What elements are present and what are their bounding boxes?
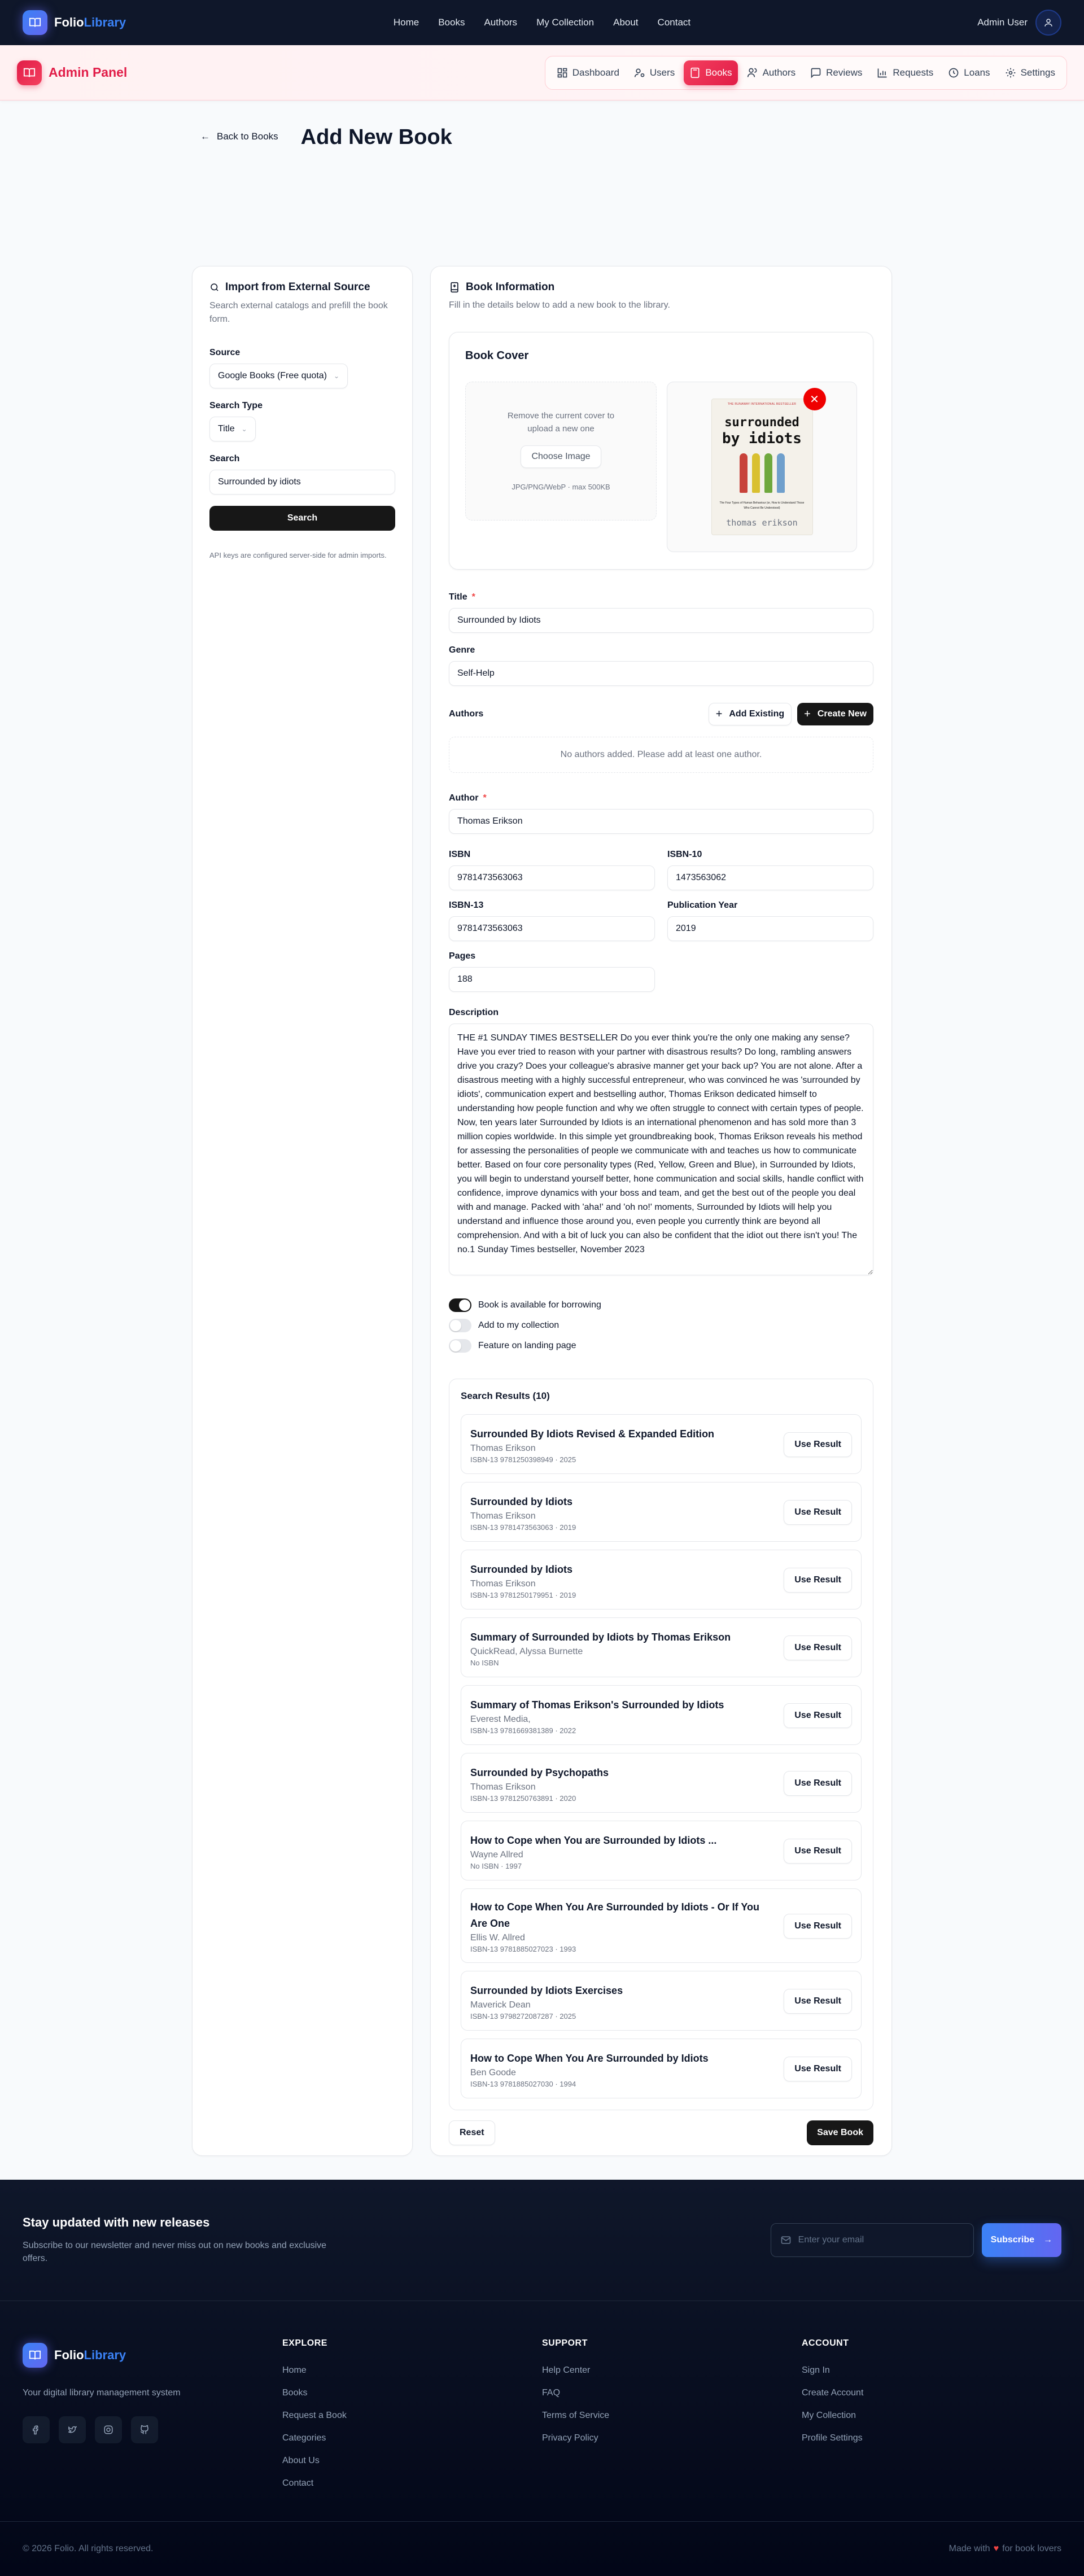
book-info-subtitle: Fill in the details below to add a new book to the library. [449,300,670,310]
title-label: Title * [449,592,475,602]
main-content [192,266,892,2156]
description-textarea[interactable] [449,1024,873,1275]
result-item [461,1414,862,1474]
back-to-books-link[interactable] [200,131,278,142]
footer-link[interactable]: About Us [282,2456,320,2465]
authors-empty-state: No authors added. Please add at least one author. [449,737,873,773]
nav-home[interactable]: Home [393,17,419,28]
chevron-down-icon: ⌄ [241,425,247,433]
remove-cover-button[interactable] [803,388,826,410]
result-meta: ISBN-13 9781250763891 · 2020 [470,1794,576,1803]
result-meta: ISBN-13 9781250179951 · 2019 [470,1590,576,1599]
use-result-button[interactable]: Use Result [784,1914,852,1939]
pages-input[interactable] [449,967,655,992]
tab-label: Books [705,67,732,78]
cover-upload-area[interactable] [465,382,657,521]
user-menu[interactable] [977,10,1061,36]
results-title: Search Results (10) [461,1390,550,1401]
cover-line2: by idiots [722,430,802,447]
result-item [461,1482,862,1542]
result-meta: No ISBN [470,1658,499,1667]
import-panel [192,266,413,2156]
book-form [430,266,892,2156]
result-author: Thomas Erikson [470,1782,536,1792]
back-label: Back to Books [217,131,278,142]
top-navbar [0,0,1084,45]
publication-year-input[interactable] [667,916,873,941]
tab-dashboard[interactable] [551,60,625,85]
result-title: Surrounded By Idiots Revised & Expanded Edition [470,1428,715,1440]
footer-link[interactable]: Request a Book [282,2411,347,2420]
footer-link[interactable]: Home [282,2365,307,2375]
cover-preview [667,382,857,552]
result-meta: ISBN-13 9781885027023 · 1993 [470,1945,576,1953]
search-icon [209,282,220,292]
use-result-button[interactable]: Use Result [784,1568,852,1593]
toggle-label: Feature on landing page [478,1341,576,1350]
use-result-button[interactable]: Use Result [784,1839,852,1864]
footer-tagline: Your digital library management system [23,2388,181,2398]
isbn10-input[interactable] [667,865,873,890]
footer-link[interactable]: Create Account [802,2388,864,2398]
book-icon [17,60,42,85]
book-cover-section [449,332,873,570]
isbn-input[interactable] [449,865,655,890]
tab-label: Users [649,67,675,78]
cover-author: thomas erikson [726,518,798,528]
result-author: Ellis W. Allred [470,1933,525,1943]
footer-link[interactable]: Profile Settings [802,2433,863,2443]
footer-support [542,2335,802,2521]
genre-input[interactable] [449,661,873,686]
author-input[interactable] [449,809,873,834]
toggle-featured[interactable] [449,1336,873,1356]
newsletter [0,2180,1084,2301]
tab-loans[interactable] [942,60,995,85]
result-author: Thomas Erikson [470,1443,536,1453]
tab-label: Dashboard [572,67,619,78]
footer-col-title: ACCOUNT [802,2338,849,2348]
user-name: Admin User [977,17,1028,28]
result-meta: ISBN-13 9781885027030 · 1994 [470,2079,576,2088]
admin-bar [0,45,1084,100]
result-title: Surrounded by Idiots Exercises [470,1984,623,1996]
result-title: How to Cope When You Are Surrounded by Idiots [470,2052,709,2064]
books-icon [689,67,701,78]
page-title: Add New Book [300,125,452,149]
github-icon[interactable] [131,2416,158,2443]
dashboard-icon [557,67,568,78]
brand-logo[interactable] [23,10,126,35]
available-switch[interactable] [449,1298,471,1312]
add-existing-author-button[interactable]: + Add Existing [709,703,792,725]
message-icon [810,67,821,78]
result-item [461,1971,862,2031]
result-item [461,1550,862,1610]
tab-label: Loans [964,67,990,78]
nav-my-collection[interactable]: My Collection [536,17,595,28]
isbn-label: ISBN [449,850,471,859]
nav-books[interactable]: Books [438,17,465,28]
result-meta: ISBN-13 9798272087287 · 2025 [470,2011,576,2020]
admin-panel-logo [17,60,127,85]
use-result-button[interactable]: Use Result [784,1771,852,1796]
tab-label: Authors [762,67,796,78]
form-actions [449,2120,873,2145]
book-info-title: Book Information [449,281,873,294]
chart-icon [877,67,888,78]
email-field[interactable] [771,2223,974,2257]
footer-account [802,2335,1061,2521]
book-logo-icon [23,10,47,35]
choose-image-button[interactable]: Choose Image [521,445,601,468]
pages-label: Pages [449,951,476,961]
made-with-love: Made with ♥ for book lovers [948,2544,1061,2553]
book-plus-icon [449,282,460,293]
result-meta: ISBN-13 9781250398949 · 2025 [470,1455,576,1464]
result-item [461,1888,862,1963]
footer-link[interactable]: Categories [282,2433,326,2443]
facebook-icon[interactable] [23,2416,50,2443]
tab-settings[interactable] [999,60,1061,85]
search-results [449,1379,873,2110]
arrow-right-icon: → [1043,2235,1052,2245]
footer-link[interactable]: Terms of Service [542,2411,610,2420]
api-note: API keys are configured server-side for admin imports. [209,551,387,559]
tab-requests[interactable] [871,60,939,85]
use-result-button[interactable]: Use Result [784,1635,852,1660]
toggle-available[interactable] [449,1295,873,1315]
user-avatar-icon[interactable] [1035,10,1061,36]
instagram-icon[interactable] [95,2416,122,2443]
toggle-collection[interactable] [449,1315,873,1336]
toggle-label: Add to my collection [478,1320,560,1330]
nav-authors[interactable]: Authors [484,17,518,28]
email-placeholder: Enter your email [798,2235,864,2245]
result-title: Surrounded by Idiots [470,1563,573,1575]
plus-icon: + [715,707,723,720]
description-label: Description [449,1008,499,1017]
clock-icon [948,67,959,78]
result-author: Thomas Erikson [470,1578,536,1589]
footer-link[interactable]: Privacy Policy [542,2433,598,2443]
footer [0,2180,1084,2576]
tab-label: Settings [1020,67,1055,78]
result-author: Ben Goode [470,2067,516,2078]
result-title: Surrounded by Idiots [470,1495,573,1507]
title-input[interactable] [449,608,873,633]
isbn13-label: ISBN-13 [449,900,484,910]
admin-panel-title: Admin Panel [49,65,128,80]
isbn10-label: ISBN-10 [667,850,702,859]
result-title: Surrounded by Psychopaths [470,1766,609,1778]
save-book-button[interactable]: Save Book [807,2120,873,2145]
use-result-button[interactable]: Use Result [784,1989,852,2014]
authors-icon [747,67,758,78]
footer-link[interactable]: Sign In [802,2365,830,2375]
footer-col-title: EXPLORE [282,2338,327,2348]
plus-icon: + [804,707,811,720]
search-label: Search [209,454,240,463]
book-cover-image [711,393,819,535]
footer-explore [282,2335,542,2521]
authors-label: Authors [449,709,484,719]
footer-col-title: SUPPORT [542,2338,588,2348]
result-title: How to Cope When You Are Surrounded by Idiots - Or If You Are One [470,1901,759,1929]
result-meta: ISBN-13 9781669381389 · 2022 [470,1726,576,1735]
authors-header [449,703,873,725]
tab-reviews[interactable] [805,60,868,85]
tab-label: Reviews [826,67,863,78]
nav-contact[interactable]: Contact [657,17,691,28]
result-title: How to Cope when You are Surrounded by Idiots ... [470,1834,717,1846]
toggle-label: Book is available for borrowing [478,1300,601,1310]
heart-icon: ♥ [993,2544,999,2553]
use-result-button[interactable]: Use Result [784,1432,852,1457]
close-icon: ✕ [810,393,819,406]
search-button[interactable]: Search [209,506,395,531]
footer-link[interactable]: Contact [282,2478,314,2488]
result-title: Summary of Thomas Erikson's Surrounded by Idiots [470,1699,724,1711]
users-icon [634,67,645,78]
result-author: QuickRead, Alyssa Burnette [470,1646,583,1656]
footer-link[interactable]: FAQ [542,2388,561,2398]
result-author: Thomas Erikson [470,1511,536,1521]
chevron-down-icon: ⌄ [334,372,340,380]
featured-switch[interactable] [449,1339,471,1353]
page-header [192,100,892,266]
main-nav [394,17,690,28]
cover-line1: surrounded [724,416,799,430]
source-value: Google Books (Free quota) [218,371,327,381]
result-author: Maverick Dean [470,2000,531,2010]
footer-link[interactable]: Books [282,2388,308,2398]
result-item [461,1617,862,1677]
result-item [461,1821,862,1880]
cover-subtitle: The Four Types of Human Behaviour (or, How to Understand Those Who Cannot Be Understood) [719,501,805,510]
arrow-left-icon: ← [200,131,210,142]
create-new-author-button[interactable]: + Create New [797,703,873,725]
nav-about[interactable]: About [613,17,639,28]
genre-label: Genre [449,645,475,655]
book-cover-title: Book Cover [465,349,529,362]
result-item [461,1753,862,1813]
source-select[interactable] [209,364,348,388]
subscribe-button[interactable]: Subscribe → [982,2223,1061,2257]
source-label: Source [209,348,241,357]
mail-icon [780,2234,792,2246]
tab-books[interactable] [684,60,737,85]
newsletter-desc: Subscribe to our newsletter and never miss out on new books and exclusive offers. [23,2241,327,2263]
upload-formats: JPG/PNG/WebP · max 500KB [512,482,610,491]
result-author: Wayne Allred [470,1849,523,1860]
use-result-button[interactable]: Use Result [784,1500,852,1525]
twitter-icon[interactable] [59,2416,86,2443]
search-type-value: Title [218,424,235,434]
result-item [461,1685,862,1745]
upload-hint: Remove the current cover to upload a new one [507,410,615,434]
import-title: Import from External Source [209,281,395,294]
isbn13-input[interactable] [449,916,655,941]
use-result-button[interactable]: Use Result [784,1703,852,1728]
copyright: © 2026 Folio. All rights reserved. [23,2544,154,2553]
author-label: Author * [449,793,487,803]
result-item [461,2039,862,2098]
newsletter-title: Stay updated with new releases [23,2215,210,2229]
gear-icon [1005,67,1016,78]
cover-figures [740,453,785,493]
result-meta: ISBN-13 9781473563063 · 2019 [470,1523,576,1532]
brand-name: FolioLibrary [54,15,126,29]
search-input[interactable] [209,470,395,495]
footer-brand [23,2335,282,2521]
tab-users[interactable] [628,60,680,85]
tab-label: Requests [893,67,934,78]
collection-switch[interactable] [449,1319,471,1332]
result-author: Everest Media, [470,1714,531,1724]
admin-tabs [545,56,1067,90]
result-meta: No ISBN · 1997 [470,1861,522,1870]
import-description: Search external catalogs and prefill the book form. [209,301,388,324]
tab-authors[interactable] [741,60,802,85]
search-type-label: Search Type [209,401,263,410]
result-title: Summary of Surrounded by Idiots by Thomas Erikson [470,1631,731,1643]
footer-link[interactable]: Help Center [542,2365,591,2375]
publication-year-label: Publication Year [667,900,738,910]
footer-logo[interactable]: FolioLibrary [23,2343,282,2368]
book-logo-icon [23,2343,47,2368]
reset-button[interactable]: Reset [449,2120,495,2145]
use-result-button[interactable]: Use Result [784,2057,852,2081]
search-type-select[interactable] [209,417,256,441]
footer-link[interactable]: My Collection [802,2411,856,2420]
cover-banner: THE RUNAWAY INTERNATIONAL BESTSELLER [727,403,797,406]
